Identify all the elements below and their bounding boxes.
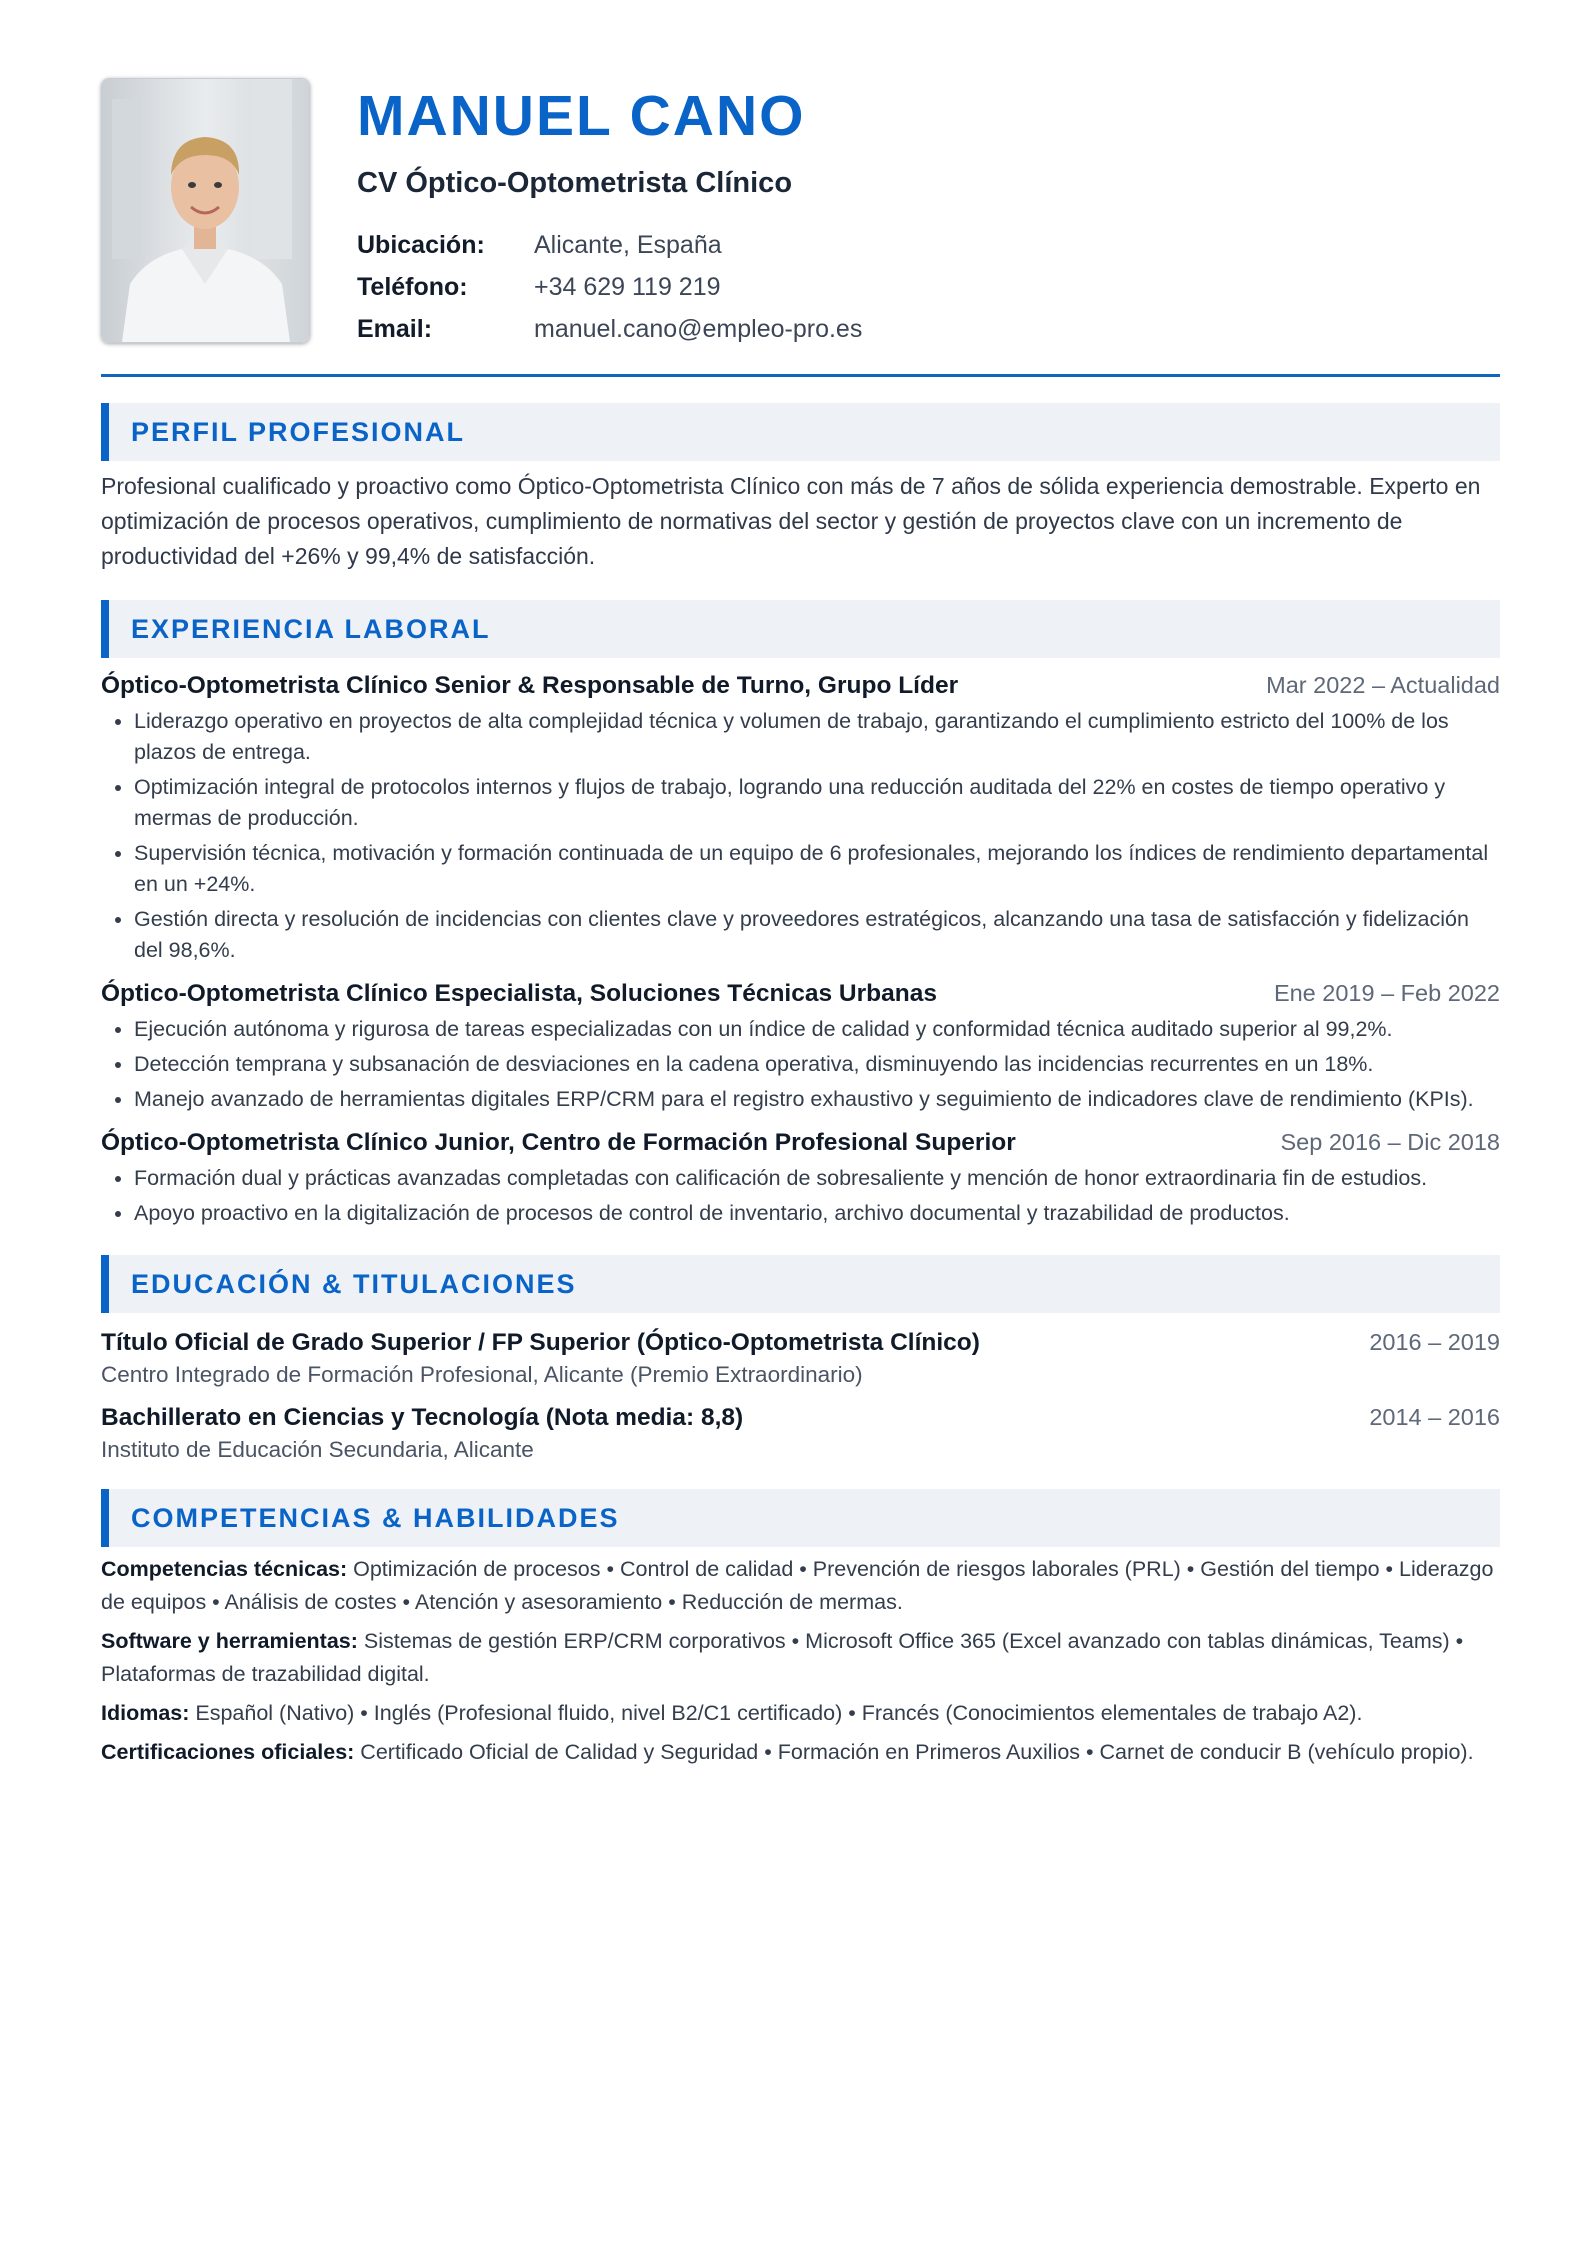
skill-label: Idiomas: — [101, 1701, 190, 1725]
skill-software — [101, 1625, 1500, 1691]
job-title: Óptico-Optometrista Clínico Senior & Responsable de Turno, Grupo Líder — [101, 672, 959, 699]
job-dates: Ene 2019 – Feb 2022 — [1273, 980, 1500, 1006]
skill-label: Competencias técnicas: — [101, 1557, 348, 1581]
job-dates: Mar 2022 – Actualidad — [1266, 672, 1500, 698]
section-title: COMPETENCIAS & HABILIDADES — [131, 1502, 620, 1533]
skill-certifications — [101, 1736, 1500, 1769]
skill-label: Software y herramientas: — [101, 1629, 358, 1653]
list-item: • Manejo avanzado de herramientas digitales ERP/CRM para el registro exhaustivo y seguimiento de indicadores clave de rendimiento (KPIs). — [134, 1084, 1500, 1115]
contact-label: Ubicación: — [357, 231, 485, 259]
contact-value[interactable]: manuel.cano@empleo-pro.es — [534, 315, 863, 343]
section-title: EXPERIENCIA LABORAL — [131, 613, 491, 644]
job-title: Óptico-Optometrista Clínico Especialista, Soluciones Técnicas Urbanas — [101, 980, 937, 1007]
contact-label: Teléfono: — [357, 273, 468, 301]
institution: Instituto de Educación Secundaria, Alicante — [101, 1437, 534, 1462]
education-entry — [101, 1404, 1500, 1463]
profile-summary: Profesional cualificado y proactivo como Óptico-Optometrista Clínico con más de 7 años de sólida experiencia demostrable. Experto en optimización de procesos operativos, cumplimiento de normativas del sector y gestión de proyectos clave con un incremento de productividad del +26% y 99,4% de satisfacción. — [101, 473, 1481, 569]
education-header — [101, 1404, 1500, 1432]
list-item: • Apoyo proactivo en la digitalización de procesos de control de inventario, archivo documental y trazabilidad de productos. — [134, 1198, 1500, 1229]
skill-text: Español (Nativo) • Inglés (Profesional fluido, nivel B2/C1 certificado) • Francés (Conocimientos elementales de trabajo A2). — [189, 1701, 1363, 1725]
contact-value: Alicante, España — [534, 231, 722, 259]
job-entry — [101, 1129, 1500, 1229]
job-entry — [101, 672, 1500, 966]
cv-header — [101, 78, 1500, 350]
skill-label: Certificaciones oficiales: — [101, 1740, 355, 1764]
section-title: PERFIL PROFESIONAL — [131, 416, 466, 447]
header-info — [357, 78, 862, 350]
contact-value[interactable]: +34 629 119 219 — [534, 273, 721, 301]
section-title: EDUCACIÓN & TITULACIONES — [131, 1268, 577, 1299]
skill-text: Sistemas de gestión ERP/CRM corporativos • Microsoft Office 365 (Excel avanzado con tablas dinámicas, Teams) • Plataformas de trazabilidad digital. — [101, 1629, 1464, 1686]
job-dates: Sep 2016 – Dic 2018 — [1280, 1129, 1500, 1155]
list-item: • Ejecución autónoma y rigurosa de tareas especializadas con un índice de calidad y conformidad técnica auditado superior al 99,2%. — [134, 1014, 1500, 1045]
section-heading-education — [101, 1255, 1500, 1313]
education-entry — [101, 1329, 1500, 1388]
job-header — [101, 672, 1500, 700]
header-divider — [101, 374, 1500, 377]
job-title: Óptico-Optometrista Clínico Junior, Centro de Formación Profesional Superior — [101, 1129, 1016, 1156]
list-item: • Gestión directa y resolución de incidencias con clientes clave y proveedores estratégicos, alcanzando una tasa de satisfacción y fidelización del 98,6%. — [134, 904, 1500, 966]
list-item: • Optimización integral de protocolos internos y flujos de trabajo, logrando una reducción auditada del 22% en costes de tiempo operativo y mermas de producción. — [134, 772, 1500, 834]
section-heading-skills — [101, 1489, 1500, 1547]
contact-email — [357, 308, 862, 350]
section-heading-profile — [101, 403, 1500, 461]
contact-label: Email: — [357, 315, 433, 343]
job-header — [101, 1129, 1500, 1157]
education-dates: 2016 – 2019 — [1369, 1329, 1500, 1355]
institution: Centro Integrado de Formación Profesional, Alicante (Premio Extraordinario) — [101, 1362, 863, 1387]
skill-text: Optimización de procesos • Control de calidad • Prevención de riesgos laborales (PRL) • Gestión del tiempo • Liderazgo de equipos • Análisis de costes • Atención y asesoramiento • Reducción de mermas. — [101, 1557, 1494, 1614]
list-item: • Formación dual y prácticas avanzadas completadas con calificación de sobresaliente y mención de honor extraordinaria fin de estudios. — [134, 1163, 1500, 1194]
list-item: • Detección temprana y subsanación de desviaciones en la cadena operativa, disminuyendo las incidencias recurrentes en un 18%. — [134, 1049, 1500, 1080]
contact-location — [357, 224, 862, 266]
skill-technical — [101, 1553, 1500, 1619]
job-bullets — [101, 1163, 1500, 1229]
education-dates: 2014 – 2016 — [1369, 1404, 1500, 1430]
job-header — [101, 980, 1500, 1008]
contact-list — [357, 224, 862, 350]
profile-photo — [101, 78, 310, 343]
degree-title: Bachillerato en Ciencias y Tecnología (Nota media: 8,8) — [101, 1404, 744, 1431]
list-item: • Supervisión técnica, motivación y formación continuada de un equipo de 6 profesionales, mejorando los índices de rendimiento departamental en un +24%. — [134, 838, 1500, 900]
education-header — [101, 1329, 1500, 1357]
list-item: • Liderazgo operativo en proyectos de alta complejidad técnica y volumen de trabajo, garantizando el cumplimiento estricto del 100% de los plazos de entrega. — [134, 706, 1500, 768]
job-entry — [101, 980, 1500, 1115]
job-bullets — [101, 706, 1500, 966]
skill-languages — [101, 1697, 1500, 1730]
candidate-name: MANUEL CANO — [357, 84, 806, 148]
section-heading-experience — [101, 600, 1500, 658]
contact-phone — [357, 266, 862, 308]
cv-subtitle: CV Óptico-Optometrista Clínico — [357, 167, 793, 199]
skill-text: Certificado Oficial de Calidad y Seguridad • Formación en Primeros Auxilios • Carnet de conducir B (vehículo propio). — [354, 1740, 1474, 1764]
degree-title: Título Oficial de Grado Superior / FP Superior (Óptico-Optometrista Clínico) — [101, 1329, 980, 1356]
job-bullets — [101, 1014, 1500, 1115]
